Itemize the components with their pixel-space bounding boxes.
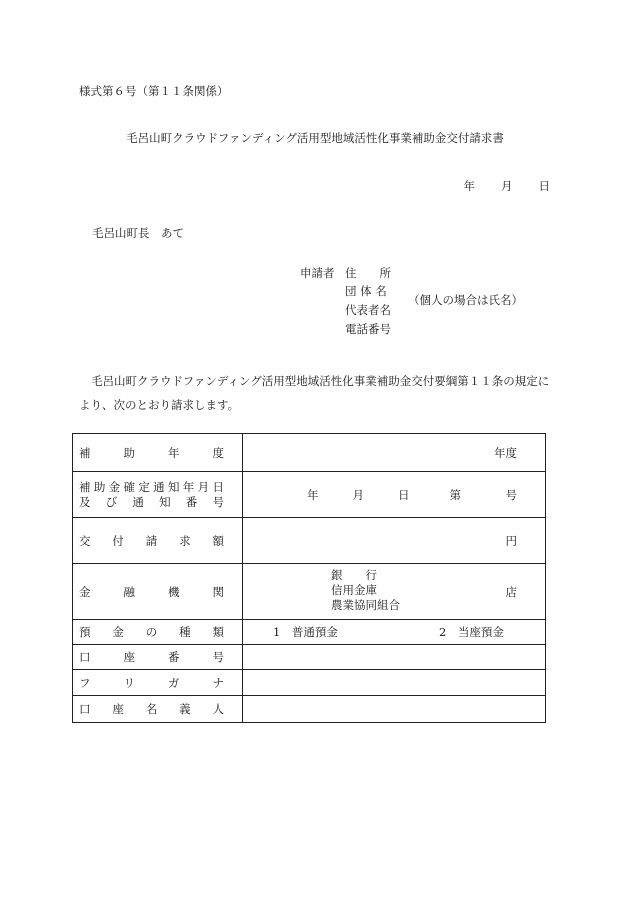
applicant-group-label: 団 体 名	[345, 284, 387, 298]
label-char: 助	[93, 479, 106, 494]
bank-option-shinkin: 信用金庫	[331, 583, 377, 597]
label-char: 通	[132, 494, 144, 509]
date-year: 年	[463, 179, 475, 193]
label-char: 口	[79, 650, 91, 664]
label-char: 座	[123, 650, 135, 664]
label-char: 請	[145, 533, 158, 548]
notice-dai: 第	[449, 487, 461, 502]
addressee: 毛呂山町長 あて	[92, 226, 184, 240]
label-char: の	[145, 625, 158, 639]
bank-label	[79, 584, 224, 600]
label-char: 関	[212, 584, 224, 599]
notice-field[interactable]	[243, 472, 546, 518]
deposit-field	[243, 620, 546, 645]
label-char: 号	[212, 650, 224, 664]
fiscal-year-label-cell	[73, 434, 243, 472]
amount-label-cell	[73, 518, 243, 564]
amount-field[interactable]	[243, 518, 546, 564]
applicant-address-label: 住 所	[345, 266, 391, 280]
label-char: 号	[212, 494, 224, 509]
bank-label-cell	[73, 564, 243, 620]
label-char: 定	[138, 479, 150, 494]
furigana-field[interactable]	[243, 670, 546, 696]
form-number: 様式第６号（第１１条関係）	[79, 84, 229, 98]
label-char: フ	[79, 675, 91, 690]
label-char: 日	[212, 479, 224, 494]
label-char: 名	[145, 702, 158, 716]
label-char: 座	[112, 702, 124, 716]
furigana-label-cell	[73, 670, 243, 696]
notice-day: 日	[398, 487, 410, 502]
label-char: 度	[212, 445, 224, 460]
document-title: 毛呂山町クラウドファンディング活用型地域活性化事業補助金交付請求書	[126, 131, 504, 145]
applicant-label: 申請者	[300, 266, 335, 280]
table-row	[73, 620, 546, 645]
notice-label-cell	[73, 472, 243, 518]
account-number-field[interactable]	[243, 645, 546, 670]
table-row	[73, 518, 546, 564]
label-char: 義	[179, 702, 191, 716]
table-row	[73, 564, 546, 620]
label-char: 額	[212, 533, 224, 548]
fiscal-year-label	[79, 445, 224, 461]
table-row	[73, 434, 546, 472]
label-char: 金	[112, 625, 124, 639]
bank-field[interactable]	[243, 564, 546, 620]
label-char: 機	[168, 584, 180, 599]
notice-year: 年	[307, 487, 319, 502]
bank-option-nokyo: 農業協同組合	[331, 598, 400, 612]
notice-label-line1	[79, 480, 224, 495]
label-char: 人	[212, 702, 224, 716]
amount-yen: 円	[505, 533, 517, 548]
furigana-label	[79, 675, 224, 691]
label-char: 口	[79, 702, 91, 716]
label-char: ナ	[212, 675, 224, 690]
deposit-option-ordinary[interactable]: 1 普通預金	[273, 625, 338, 639]
account-number-label-cell	[73, 645, 243, 670]
table-row	[73, 670, 546, 696]
label-char: 求	[179, 533, 191, 548]
applicant-representative-label: 代表者名	[345, 303, 391, 317]
label-char: 知	[159, 494, 171, 509]
notice-label-line2	[79, 495, 224, 510]
notice-go: 号	[505, 487, 517, 502]
label-char: 金	[79, 584, 91, 599]
date-line	[464, 178, 551, 194]
label-char: 年	[182, 479, 195, 494]
deposit-label	[79, 624, 224, 640]
label-char: リ	[123, 675, 135, 690]
applicant-individual-note: （個人の場合は氏名）	[408, 293, 523, 307]
notice-month: 月	[352, 487, 364, 502]
label-char: 金	[108, 479, 121, 494]
label-char: 確	[123, 479, 135, 494]
label-char: 通	[153, 479, 165, 494]
request-body-text: 毛呂山町クラウドファンディング活用型地域活性化事業補助金交付要綱第１１条の規定により、次のとおり請求します。	[79, 374, 550, 412]
label-char: 交	[79, 533, 91, 548]
account-holder-field[interactable]	[243, 696, 546, 723]
label-char: 類	[212, 625, 224, 639]
label-char: び	[105, 494, 118, 509]
label-char: 番	[185, 494, 198, 509]
account-number-label	[79, 649, 224, 665]
label-char: 預	[79, 625, 91, 639]
table-row	[73, 472, 546, 518]
label-char: 助	[123, 445, 135, 460]
fiscal-year-suffix: 年度	[494, 445, 517, 460]
request-table	[72, 433, 546, 723]
label-char: 補	[79, 445, 91, 460]
label-char: ガ	[168, 675, 180, 690]
label-char: 年	[168, 445, 180, 460]
label-char: 付	[112, 533, 124, 548]
bank-branch: 店	[505, 584, 517, 599]
table-row	[73, 645, 546, 670]
account-holder-label	[79, 701, 224, 717]
date-day: 日	[538, 179, 550, 193]
label-char: 知	[167, 479, 180, 494]
applicant-phone-label: 電話番号	[345, 322, 391, 336]
account-holder-label-cell	[73, 696, 243, 723]
deposit-option-current[interactable]: 2 当座預金	[439, 625, 504, 639]
label-char: 及	[79, 494, 91, 509]
label-char: 融	[123, 584, 135, 599]
label-char: 番	[168, 650, 180, 664]
label-char: 種	[179, 625, 191, 639]
bank-option-bank: 銀 行	[331, 568, 377, 582]
deposit-label-cell	[73, 620, 243, 645]
label-char: 月	[197, 479, 210, 494]
amount-label	[79, 533, 224, 549]
table-row	[73, 696, 546, 723]
label-char: 補	[79, 479, 91, 494]
date-month: 月	[501, 179, 513, 193]
fiscal-year-field[interactable]	[243, 434, 546, 472]
